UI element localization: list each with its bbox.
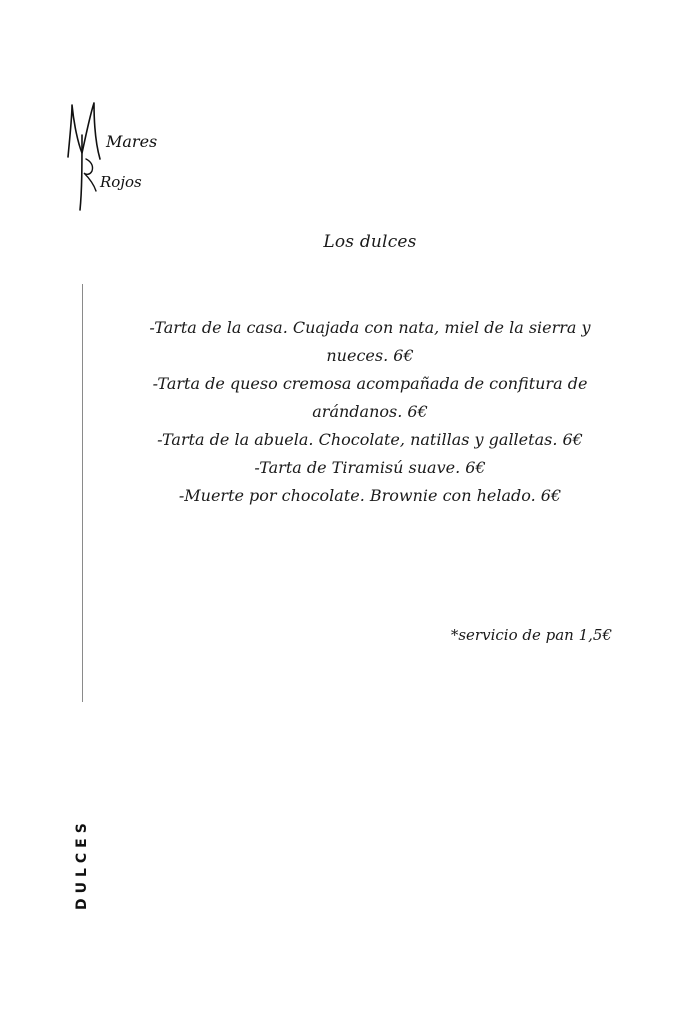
menu-item: -Tarta de la casa. Cuajada con nata, miel de la sierra y nueces. 6€ bbox=[149, 318, 591, 365]
logo-word-1: Mares bbox=[106, 132, 158, 151]
bread-service-note: *servicio de pan 1,5€ bbox=[450, 626, 612, 644]
vertical-divider bbox=[82, 284, 83, 702]
brand-logo bbox=[60, 95, 170, 215]
brand-logo-signature bbox=[60, 95, 170, 215]
menu-item: -Tarta de queso cremosa acompañada de confitura de arándanos. 6€ bbox=[152, 374, 588, 421]
dessert-menu bbox=[130, 314, 610, 510]
menu-item: -Tarta de la abuela. Chocolate, natillas y galletas. 6€ bbox=[157, 430, 583, 449]
section-title: Los dulces bbox=[323, 232, 417, 252]
side-section-label: DULCES bbox=[74, 818, 90, 910]
menu-item: -Tarta de Tiramisú suave. 6€ bbox=[254, 458, 486, 477]
menu-item: -Muerte por chocolate. Brownie con helado. 6€ bbox=[178, 486, 562, 505]
logo-word-2: Rojos bbox=[100, 173, 142, 191]
